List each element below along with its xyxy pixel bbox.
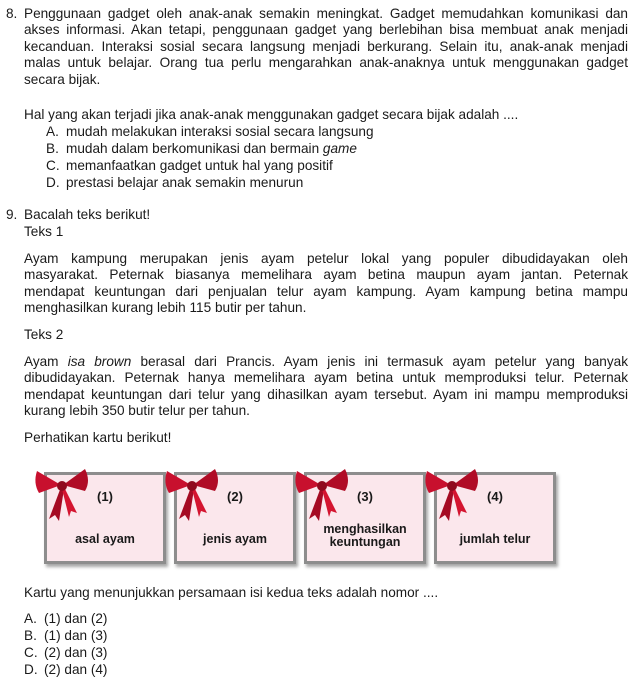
text-2-body (24, 354, 628, 420)
card-number: (3) (357, 489, 373, 504)
option-label: C. (24, 645, 38, 660)
text-line: menghasilkan kurang lebih 115 butir per tahun. (24, 300, 307, 316)
option-text: mudah dalam berkomunikasi dan bermain (66, 141, 323, 156)
text-line-pre: Ayam (24, 354, 68, 369)
option-label: D. (46, 175, 60, 190)
option-c[interactable] (46, 158, 333, 174)
text-line: mendapat keuntungan dari telur yang dihasilkan ayam tersebut. Ayam ini mampu memproduksi (24, 386, 628, 402)
option-label: C. (46, 158, 60, 173)
text-line-italic: isa brown (67, 354, 132, 369)
text-line-post: berasal dari Prancis. Ayam jenis ini termasuk ayam petelur yang banyak (131, 354, 628, 369)
card-3 (304, 472, 426, 564)
option-b[interactable] (24, 628, 107, 644)
option-b[interactable] (46, 141, 357, 157)
card-prompt: Perhatikan kartu berikut! (24, 430, 172, 445)
passage-line: kecanduan. Interaksi sosial secara langsung menjadi berkurang. Selain itu, anak-anak menjadi (24, 38, 628, 54)
text-line: kurang lebih 350 butir telur per tahun. (24, 403, 250, 419)
option-text: (1) dan (3) (44, 628, 108, 643)
option-label: D. (24, 662, 38, 677)
text-line: masyarakat. Peternak biasanya memelihara ayam betina maupun ayam jantan. Peternak (24, 267, 628, 283)
question-9-intro: Bacalah teks berikut! (24, 207, 151, 222)
option-text: (2) dan (4) (44, 662, 108, 677)
option-label: A. (24, 611, 37, 626)
passage-line: akses informasi. Akan tetapi, penggunaan gadget yang berlebihan bisa membuat anak menjadi (24, 22, 628, 38)
text-line (24, 354, 628, 370)
option-text: (2) dan (3) (44, 645, 108, 660)
text-line: Ayam kampung merupakan jenis ayam petelur lokal yang populer dibudidayakan oleh (24, 251, 628, 266)
option-a[interactable] (24, 611, 107, 627)
passage-line: malas untuk belajar. Orang tua perlu mengarahkan anak-anaknya untuk menggunakan gadget (24, 55, 628, 71)
passage-line: Penggunaan gadget oleh anak-anak semakin meningkat. Gadget memudahkan komunikasi dan (24, 6, 628, 21)
text-line: mendapat keuntungan dari penjualan telur ayam kampung. Ayam kampung betina mampu (24, 283, 628, 299)
option-text-italic: game (322, 141, 357, 156)
card-4 (434, 472, 556, 564)
option-d[interactable] (24, 662, 107, 678)
option-label: B. (24, 628, 37, 643)
card-text: menghasilkan keuntungan (323, 522, 407, 549)
text-2-title: Teks 2 (24, 327, 64, 342)
text-1-title: Teks 1 (24, 224, 64, 239)
card-2 (174, 472, 296, 564)
option-text: mudah melakukan interaksi sosial secara langsung (66, 124, 374, 139)
question-number: 8. (6, 6, 18, 21)
option-d[interactable] (46, 175, 303, 191)
card-text: asal ayam (75, 532, 135, 546)
option-label: B. (46, 141, 59, 156)
card-text: jenis ayam (203, 532, 267, 546)
card-row (44, 458, 624, 573)
option-c[interactable] (24, 645, 107, 661)
text-1-body (24, 251, 628, 317)
option-text: memanfaatkan gadget untuk hal yang positif (66, 158, 333, 173)
passage-line: secara bijak. (24, 71, 101, 87)
option-label: A. (46, 124, 59, 139)
option-text: (1) dan (2) (44, 611, 108, 626)
question-8-passage (24, 6, 628, 88)
card-number: (4) (487, 489, 503, 504)
card-number: (1) (97, 489, 113, 504)
option-a[interactable] (46, 124, 374, 140)
option-text: prestasi belajar anak semakin menurun (66, 175, 304, 190)
question-9-prompt: Kartu yang menunjukkan persamaan isi kedua teks adalah nomor .... (24, 585, 439, 600)
question-8-prompt: Hal yang akan terjadi jika anak-anak menggunakan gadget secara bijak adalah .... (24, 107, 519, 122)
card-1 (44, 472, 166, 564)
card-text: jumlah telur (459, 532, 531, 546)
card-number: (2) (227, 489, 243, 504)
text-line: dibudidayakan. Peternak hanya memelihara ayam betina untuk memproduksi telur. Peternak (24, 370, 628, 386)
question-number: 9. (6, 207, 18, 222)
